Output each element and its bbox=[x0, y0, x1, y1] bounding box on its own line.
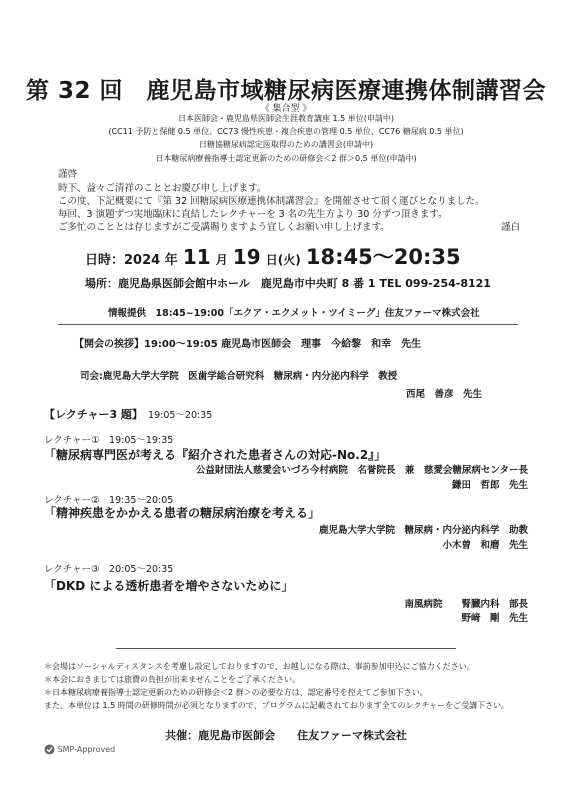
format-label: 《 集合型 》 bbox=[260, 104, 312, 114]
lectures-header-time: 19:05～20:35 bbox=[148, 410, 213, 421]
date-prefix: 日時：2024 年 bbox=[85, 253, 178, 268]
moderator-line: 司会:鹿児島大学大学院 医歯学総合研究科 糖尿病・内分泌内科学 教授 bbox=[80, 371, 398, 382]
note-line: ＊本会におきましては旅費の負担が出来ませんことをご了承ください。 bbox=[44, 675, 300, 684]
opening-remarks bbox=[74, 335, 421, 350]
smp-approved-text: SMP-Approved bbox=[57, 745, 116, 754]
lecture-speaker: 鎌田 哲郎 先生 bbox=[451, 480, 528, 491]
event-datetime bbox=[85, 241, 461, 271]
lecture-affiliation: 鹿児島大学大学院 糖尿病・内分泌内科学 助教 bbox=[318, 525, 528, 536]
credit-line: (CC11 予防と保健 0.5 単位、CC73 慢性疾患・複合疾患の管理 0.5 単位、CC76 糖尿病 0.5 単位) bbox=[108, 127, 464, 136]
credit-line: 日本医師会・鹿児島県医師会生涯教育講座 1.5 単位(申請中) bbox=[177, 114, 395, 123]
opening-remarks-label: 【開会の挨拶】19:00～19:05 bbox=[74, 339, 218, 350]
moderator-name: 西尾 善彦 先生 bbox=[405, 389, 482, 400]
lecture-affiliation: 南風病院 腎臓内科 部長 bbox=[404, 599, 528, 610]
note-line: ＊日本糖尿病療養指導士認定更新のための研修会＜2 群＞の必要な方は、認定番号を控えてご参加下さい。 bbox=[44, 688, 428, 697]
date-month-unit: 月 bbox=[215, 253, 228, 267]
note-line: また、本単位は 1.5 時間の研修時間が必須となりますので、プログラムに記載されております全てのレクチャーをご受講下さい。 bbox=[44, 701, 510, 710]
credit-line: 日糖協糖尿病認定医取得のための講習会(申請中) bbox=[198, 140, 374, 149]
lecture-speaker: 野﨑 剛 先生 bbox=[461, 613, 528, 624]
greeting-line: ご多忙のこととは存じますがご受講賜りますよう宜しくお願い申し上げます。 bbox=[58, 222, 390, 233]
greeting-opening: 謹啓 bbox=[58, 169, 78, 180]
divider bbox=[58, 324, 518, 325]
credit-line: 日本糖尿病療養指導士認定更新のための研修会＜2 群＞0.5 単位(申請中) bbox=[155, 154, 417, 163]
cohost: 共催：鹿児島市医師会 住友ファーマ株式会社 bbox=[165, 729, 407, 742]
event-venue: 場所：鹿児島県医師会館中ホール 鹿児島市中央町 8 番 1 TEL 099-254-8121 bbox=[85, 277, 491, 290]
lecture-label: レクチャー① 19:05～19:35 bbox=[44, 435, 174, 446]
lecture-label: レクチャー③ 20:05～20:35 bbox=[44, 564, 174, 575]
date-day-unit: 日(火) bbox=[265, 253, 301, 267]
greeting-closing: 謹白 bbox=[500, 222, 520, 233]
note-line: ＊会場はソーシャルディスタンスを考慮し設定しておりますので、お越しになる際は、事前参加申込にご協力ください。 bbox=[44, 662, 475, 671]
lecture-speaker: 小木曽 和磨 先生 bbox=[442, 540, 528, 551]
smp-approved-mark bbox=[44, 744, 115, 755]
date-day: 19 bbox=[232, 245, 261, 269]
lectures-header-label: 【レクチャー3 題】 bbox=[44, 408, 143, 421]
lecture-title: 「精神疾患をかかえる患者の糖尿病治療を考える」 bbox=[44, 506, 321, 520]
smp-logo-icon bbox=[44, 744, 55, 755]
divider bbox=[116, 648, 456, 649]
lectures-header bbox=[44, 403, 212, 422]
lecture-title: 「DKD による透析患者を増やさないために」 bbox=[44, 579, 294, 593]
greeting-line: 毎回、3 演題ずつ実地臨床に直結したレクチャーを 3 名の先生方より 30 分ずつ頂きます。 bbox=[58, 209, 448, 220]
greeting-line: この度、下記概要にて『第 32 回糖尿病医療連携体制講習会』を開催させて頂く運びとなりました。 bbox=[58, 196, 485, 207]
info-provider: 情報提供 18:45~19:00「エクア・エクメット・ツイミーグ」住友ファーマ株式会社 bbox=[108, 308, 480, 319]
event-time: 18:45～20:35 bbox=[305, 245, 461, 269]
lecture-label: レクチャー② 19:35～20:05 bbox=[44, 495, 174, 506]
page-title: 第 32 回 鹿児島市域糖尿病医療連携体制講習会 bbox=[25, 78, 547, 104]
date-month: 11 bbox=[182, 245, 211, 269]
greeting-line: 時下、益々ご清祥のこととお慶び申し上げます。 bbox=[58, 183, 267, 194]
opening-remarks-speaker: 鹿児島市医師会 理事 今給黎 和幸 先生 bbox=[221, 339, 422, 350]
lecture-affiliation: 公益財団法人慈愛会いづろ今村病院 名誉院長 兼 慈愛会糖尿病センター長 bbox=[195, 465, 528, 476]
lecture-title: 「糖尿病専門医が考える『紹介された患者さんの対応-No.2』」 bbox=[44, 448, 387, 462]
